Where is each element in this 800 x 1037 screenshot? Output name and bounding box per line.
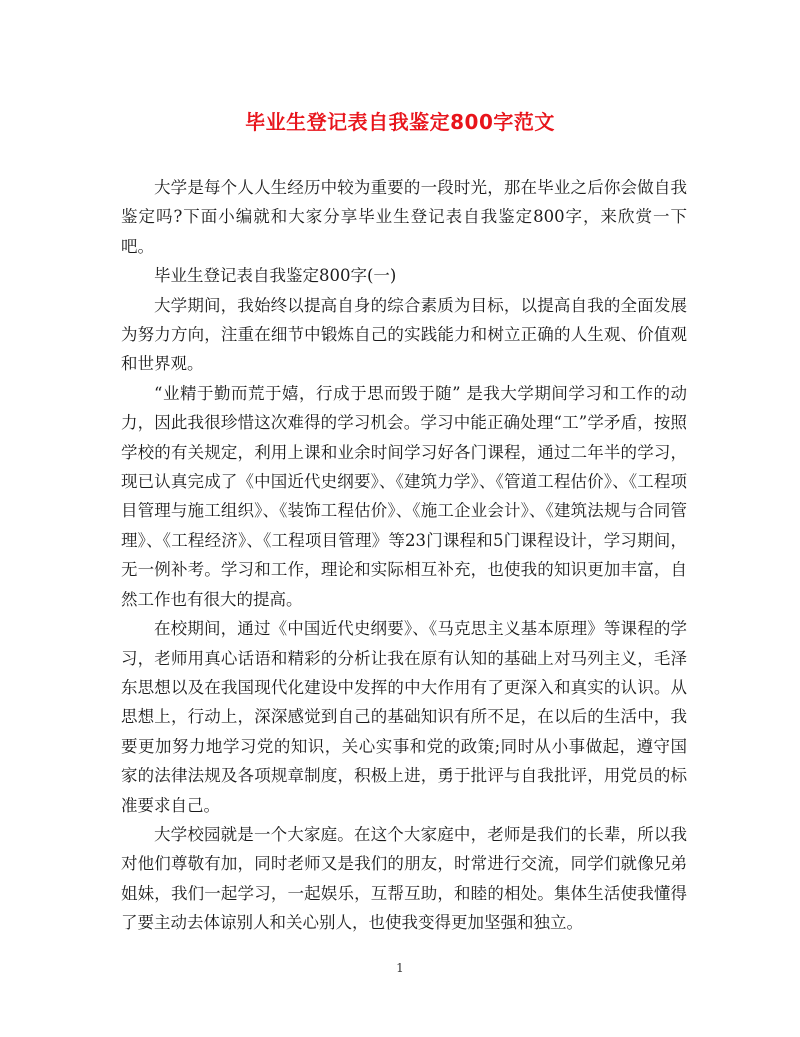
- paragraph: “业精于勤而荒于嬉，行成于思而毁于随” 是我大学期间学习和工作的动力，因此我很珍惜这次难得的学习机会。学习中能正确处理“工”学矛盾，按照学校的有关规定，利用上课和业余时间学习好各门课程，通过二年半的学习，现已认真完成了《中国近代史纲要》、《建筑力学》、《管道工程估价》、《工程项目管理与施工组织》、《装饰工程估价》、《施工企业会计》、《建筑法规与合同管理》、《工程经济》、《工程项目管理》等23门课程和5门课程设计，学习期间，无一例补考。学习和工作，理论和实际相互补充，也使我的知识更加丰富，自然工作也有很大的提高。: [121, 383, 687, 609]
- paragraph-intro: 大学是每个人人生经历中较为重要的一段时光，那在毕业之后你会做自我鉴定吗?下面小编就和大家分享毕业生登记表自我鉴定800字，来欣赏一下吧。: [121, 178, 687, 256]
- paragraph: 大学期间，我始终以提高自身的综合素质为目标，以提高自我的全面发展为努力方向，注重在细节中锻炼自己的实践能力和树立正确的人生观、价值观和世界观。: [121, 295, 687, 374]
- paragraph: 大学校园就是一个大家庭。在这个大家庭中，老师是我们的长辈，所以我对他们尊敬有加，同时老师又是我们的朋友，时常进行交流，同学们就像兄弟姐妹，我们一起学习，一起娱乐，互帮互助，和睦的相处。集体生活使我懂得了要主动去体谅别人和关心别人，也使我变得更加坚强和独立。: [121, 824, 687, 933]
- document-body: [121, 173, 687, 938]
- document-title: 毕业生登记表自我鉴定800字范文: [245, 110, 555, 134]
- section-heading: 毕业生登记表自我鉴定800字(一): [154, 266, 397, 286]
- page-number: 1: [396, 961, 404, 975]
- paragraph: 在校期间，通过《中国近代史纲要》、《马克思主义基本原理》等课程的学习，老师用真心话语和精彩的分析让我在原有认知的基础上对马列主义，毛泽东思想以及在我国现代化建设中发挥的中大作用有了更深入和真实的认识。从思想上，行动上，深深感觉到自己的基础知识有所不足，在以后的生活中，我要更加努力地学习党的知识，关心实事和党的政策;同时从小事做起，遵守国家的法律法规及各项规章制度，积极上进，勇于批评与自我批评，用党员的标准要求自己。: [121, 619, 687, 815]
